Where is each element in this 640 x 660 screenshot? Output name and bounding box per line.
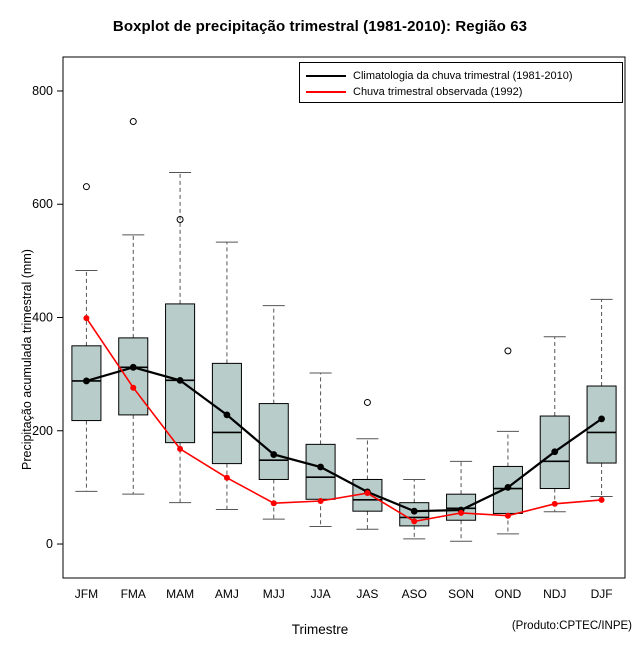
legend-label-observed: Chuva trimestral observada (1992) — [353, 86, 523, 98]
series-point-climatology — [130, 364, 137, 371]
legend-label-climatology: Climatologia da chuva trimestral (1981-2010) — [353, 70, 573, 82]
series-point-climatology — [317, 464, 324, 471]
x-tick-label: JJA — [310, 587, 331, 601]
y-tick-label: 600 — [32, 197, 53, 212]
boxplot-box — [212, 242, 241, 509]
legend-line-observed — [306, 91, 346, 93]
x-tick-label: MJJ — [262, 587, 285, 601]
series-point-climatology — [224, 412, 231, 419]
series-point-climatology — [177, 377, 184, 384]
series-point-climatology — [598, 415, 605, 422]
x-tick-label: ASO — [401, 587, 427, 601]
boxplot-box — [353, 399, 382, 529]
y-tick-label: 200 — [32, 423, 53, 438]
series-point-climatology — [270, 451, 277, 458]
series-point-observed — [458, 510, 464, 516]
series-point-observed — [83, 315, 89, 321]
boxplot-box — [540, 337, 569, 512]
series-point-climatology — [551, 448, 558, 455]
x-tick-label: MAM — [166, 587, 195, 601]
series-point-observed — [599, 497, 605, 503]
x-tick-label: AMJ — [214, 587, 239, 601]
series-point-observed — [411, 518, 417, 524]
y-axis-title-label: Precipitação acumulada trimestral (mm) — [20, 249, 34, 470]
series-line-climatology — [86, 367, 601, 511]
boxplot-box — [72, 184, 101, 492]
series-point-climatology — [411, 508, 418, 515]
series-point-climatology — [505, 484, 512, 491]
y-tick-label: 400 — [32, 310, 53, 325]
x-tick-label: NDJ — [543, 587, 567, 601]
legend-item-observed — [306, 85, 522, 99]
y-tick-label: 0 — [46, 537, 53, 552]
series-point-observed — [130, 385, 136, 391]
series-point-observed — [318, 498, 324, 504]
series-point-observed — [505, 513, 511, 519]
legend — [299, 62, 623, 103]
legend-item-climatology — [306, 69, 573, 83]
series-point-observed — [177, 446, 183, 452]
series-line-observed — [86, 318, 601, 521]
credit-label: (Produto:CPTEC/INPE) — [511, 620, 632, 632]
x-tick-label: DJF — [590, 587, 613, 601]
series-point-observed — [364, 490, 370, 496]
x-tick-label: JFM — [74, 587, 99, 601]
legend-line-climatology — [306, 75, 346, 77]
x-tick-label: SON — [448, 587, 475, 601]
boxplot-box — [119, 119, 148, 495]
series-point-observed — [271, 500, 277, 506]
y-axis-title — [2, 0, 34, 660]
y-tick-label: 800 — [32, 83, 53, 98]
boxplot-box — [587, 299, 616, 496]
series-point-climatology — [83, 378, 90, 385]
boxplot-box — [493, 348, 522, 534]
boxplot-box — [259, 306, 288, 519]
series-point-observed — [224, 475, 230, 481]
boxplot-box — [447, 461, 476, 541]
series-point-observed — [552, 501, 558, 507]
x-tick-label: FMA — [120, 587, 146, 601]
page-title: Boxplot de precipitação trimestral (1981-2010): Região 63 — [112, 18, 528, 35]
boxplot-box — [166, 173, 195, 503]
plot-panel — [63, 57, 625, 578]
x-tick-label: JAS — [356, 587, 379, 601]
x-axis-title: Trimestre — [291, 622, 349, 637]
x-tick-label: OND — [494, 587, 522, 601]
